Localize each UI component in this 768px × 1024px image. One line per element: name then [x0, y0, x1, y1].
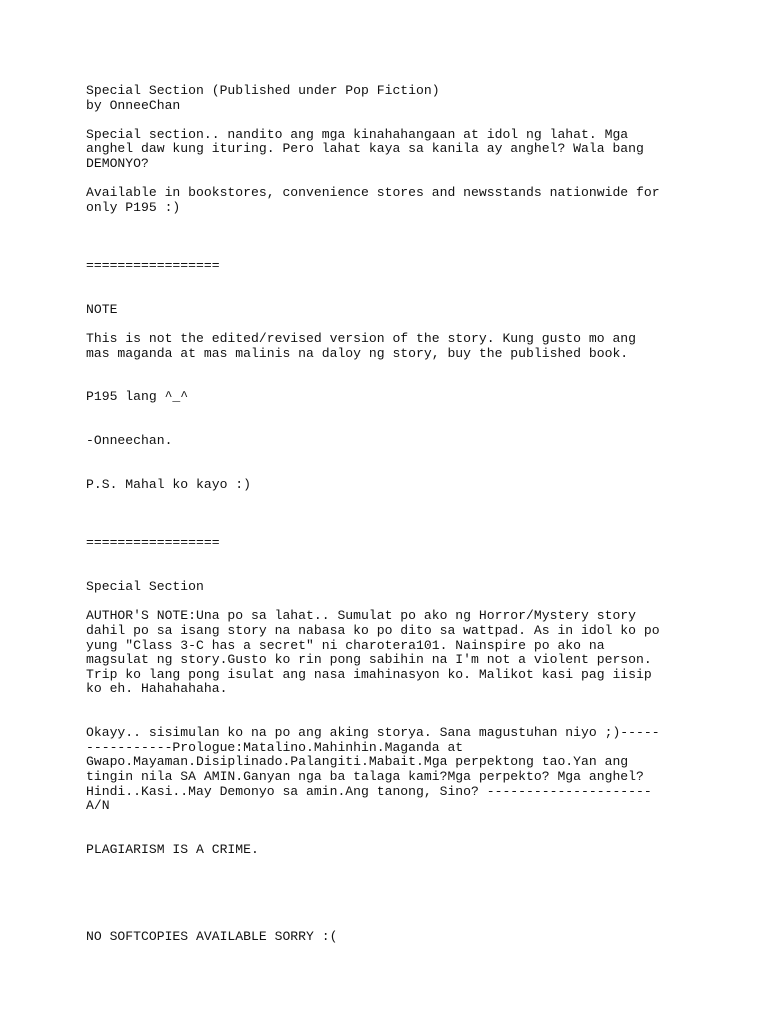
softcopies-notice: NO SOFTCOPIES AVAILABLE SORRY :(: [86, 929, 338, 945]
document-page: [86, 84, 686, 945]
note-paragraph: [86, 332, 686, 361]
text-line: ko eh. Hahahahaha.: [86, 681, 228, 697]
note-heading: NOTE: [86, 301, 118, 317]
text-line: yung "Class 3-C has a secret" ni charotera101. Nainspire po ako na: [86, 637, 605, 653]
price-line: P195 lang ^_^: [86, 389, 189, 405]
author-byline: by OnneeChan: [86, 97, 181, 113]
text-line: Special section.. nandito ang mga kinahahangaan at idol ng lahat. Mga: [86, 126, 629, 142]
text-line: -----------Prologue:Matalino.Mahinhin.Maganda at: [86, 739, 464, 755]
prologue-paragraph: [86, 726, 686, 814]
text-line: DEMONYO?: [86, 155, 149, 171]
text-line: Trip ko lang pong isulat ang nasa imahinasyon ko. Malikot kasi pag iisip: [86, 666, 652, 682]
text-line: A/N: [86, 798, 110, 814]
availability-paragraph: [86, 186, 686, 215]
text-line: AUTHOR'S NOTE:Una po sa lahat.. Sumulat po ako ng Horror/Mystery story: [86, 608, 637, 624]
text-line: Available in bookstores, convenience stores and newsstands nationwide for: [86, 185, 660, 201]
signature-line: -Onneechan.: [86, 433, 173, 449]
postscript-line: P.S. Mahal ko kayo :): [86, 477, 252, 493]
document-title: Special Section (Published under Pop Fiction): [86, 83, 440, 98]
authors-note-paragraph: [86, 609, 686, 697]
text-line: anghel daw kung ituring. Pero lahat kaya sa kanila ay anghel? Wala bang: [86, 141, 644, 157]
separator-line: =================: [86, 258, 220, 274]
text-line: tingin nila SA AMIN.Ganyan nga ba talaga kami?Mga perpekto? Mga anghel?: [86, 768, 644, 784]
text-line: Okayy.. sisimulan ko na po ang aking storya. Sana magustuhan niyo ;)-----: [86, 725, 660, 741]
section-heading: Special Section: [86, 579, 204, 595]
text-line: dahil po sa isang story na nabasa ko po dito sa wattpad. As in idol ko po: [86, 622, 660, 638]
intro-paragraph: [86, 128, 686, 172]
text-line: magsulat ng story.Gusto ko rin pong sabihin na I'm not a violent person.: [86, 652, 652, 668]
text-line: mas maganda at mas malinis na daloy ng story, buy the published book.: [86, 345, 629, 361]
plagiarism-warning: PLAGIARISM IS A CRIME.: [86, 841, 259, 857]
text-line: only P195 :): [86, 199, 181, 215]
text-line: Hindi..Kasi..May Demonyo sa amin.Ang tanong, Sino? ---------------------: [86, 783, 652, 799]
text-line: This is not the edited/revised version of the story. Kung gusto mo ang: [86, 331, 637, 347]
text-line: Gwapo.Mayaman.Disiplinado.Palangiti.Mabait.Mga perpektong tao.Yan ang: [86, 754, 629, 770]
separator-line: =================: [86, 535, 220, 551]
